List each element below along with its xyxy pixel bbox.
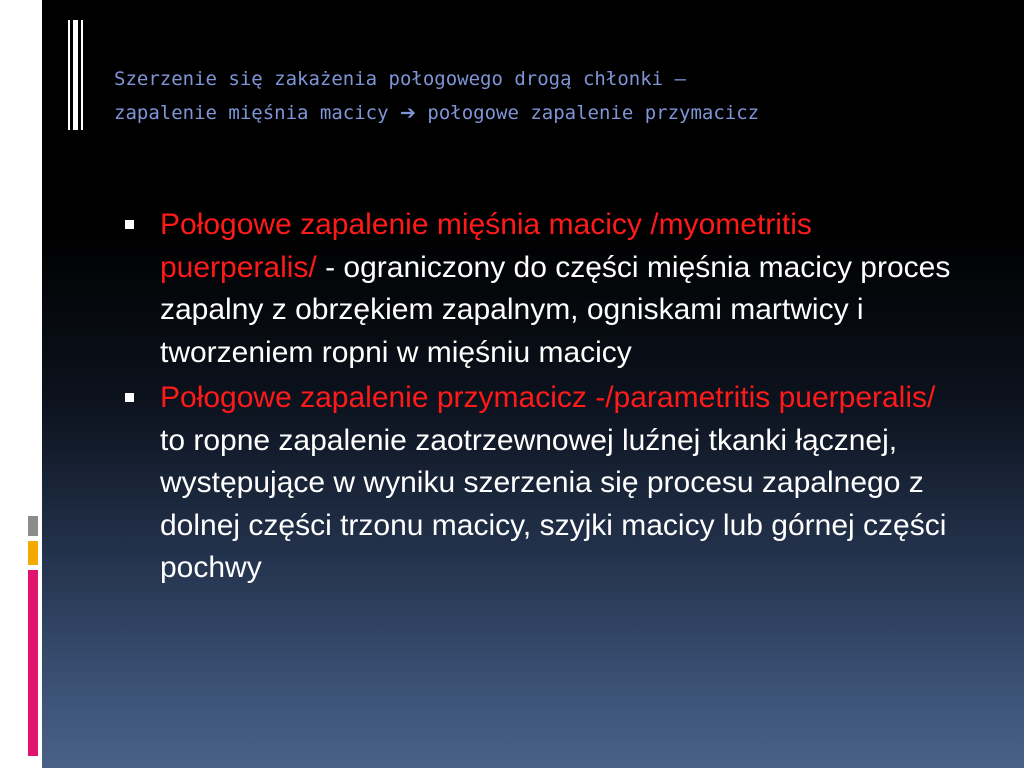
slide-title (114, 62, 994, 130)
bullet-item (112, 204, 952, 374)
bullet-highlight: Połogowe zapalenie przymacicz -/parametritis puerperalis/ (160, 381, 936, 414)
deco-bar-white-1 (68, 20, 70, 130)
bullet-text: - ograniczony do części mięśnia macicy proces zapalny z obrzękiem zapalnym, ogniskami martwicy i tworzeniem ropni w mięśniu macicy (160, 250, 951, 369)
deco-bar-white-3 (81, 20, 83, 130)
deco-bar-orange (28, 541, 38, 565)
deco-bar-pink (28, 570, 38, 756)
bullet-square-icon (125, 393, 134, 402)
bullet-text: to ropne zapalenie zaotrzewnowej luźnej tkanki łącznej, występujące w wyniku szerzenia się procesu zapalnego z dolnej części trzonu macicy, szyjki macicy lub górnej części pochwy (160, 423, 947, 584)
title-line2-pre: zapalenie mięśnia macicy (114, 102, 389, 124)
bullet-item (112, 377, 952, 590)
title-line1: Szerzenie się zakażenia połogowego drogą chłonki – (114, 68, 686, 90)
deco-bar-white-small (28, 502, 38, 510)
title-line2-post: połogowe zapalenie przymacicz (427, 102, 760, 124)
bullet-list (112, 204, 952, 593)
right-arrow-icon: ➔ (400, 102, 416, 124)
bullet-highlight: Połogowe zapalenie mięśnia macicy /myometritis puerperalis/ (160, 208, 812, 284)
deco-bar-white-2 (73, 20, 78, 130)
slide (42, 0, 1024, 768)
bullet-square-icon (125, 220, 134, 229)
deco-bar-gray (28, 516, 38, 536)
